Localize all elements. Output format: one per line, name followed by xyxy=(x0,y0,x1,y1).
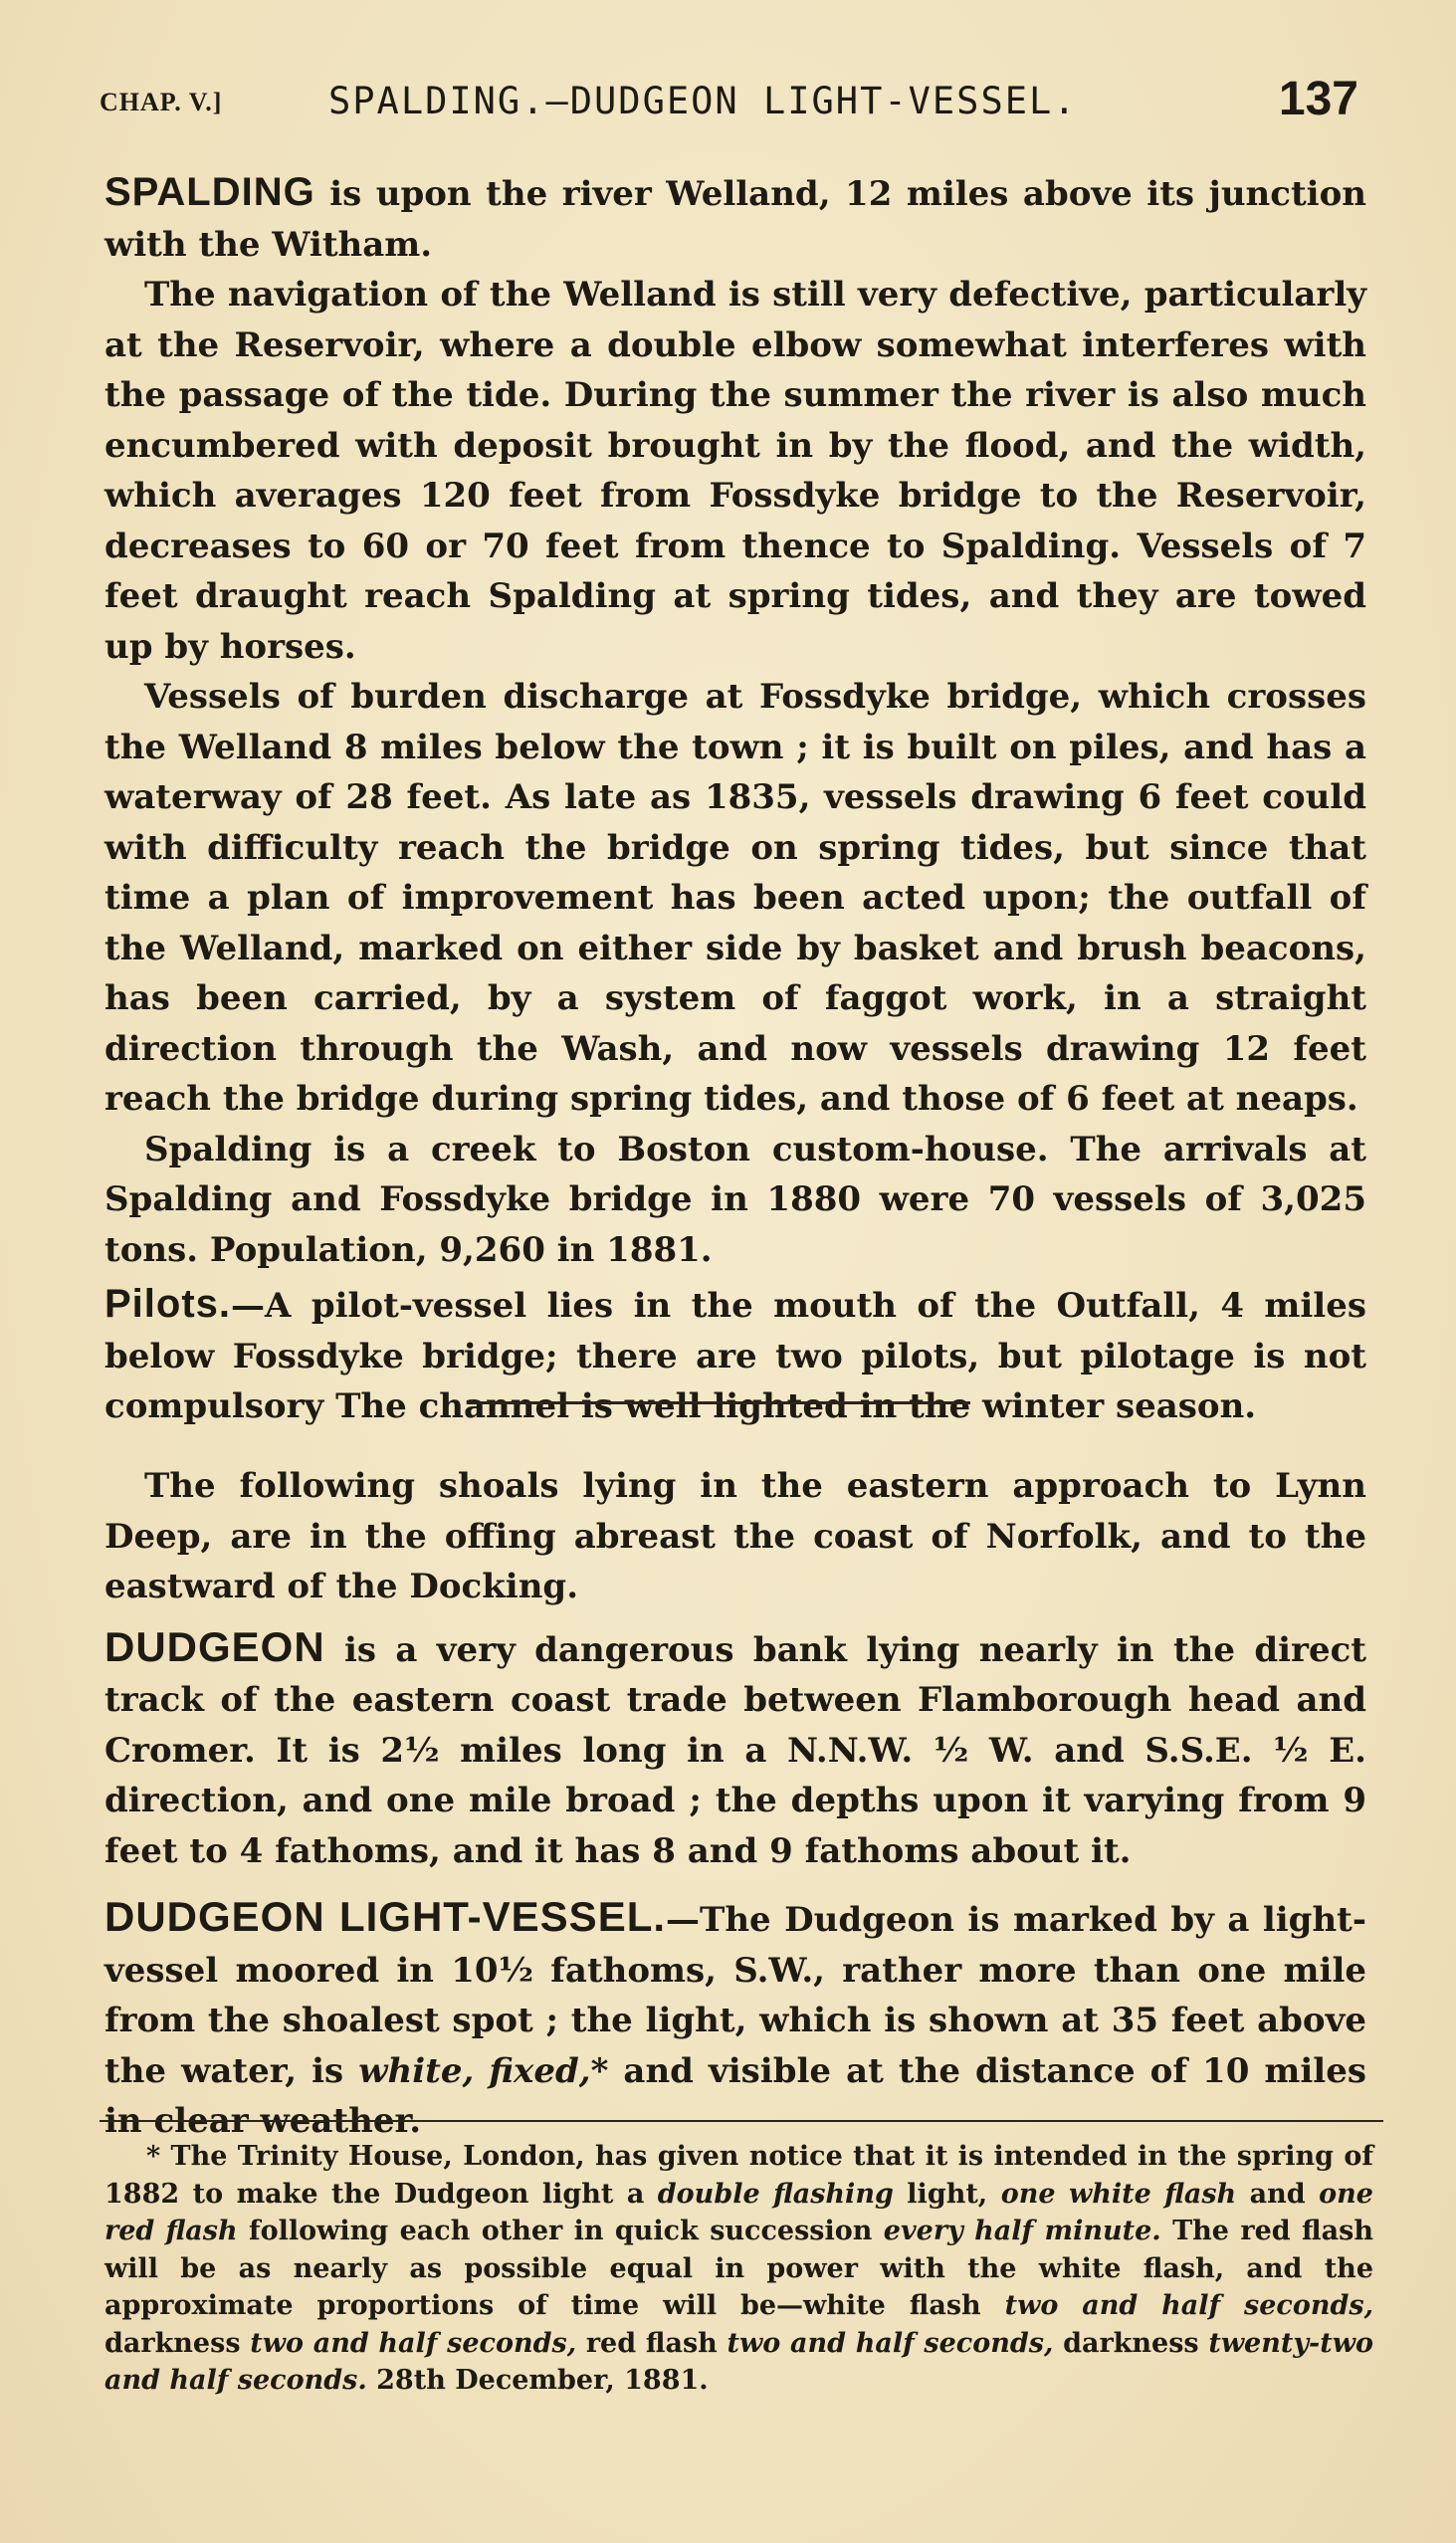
light-vessel-italic: white, fixed, xyxy=(358,2050,591,2091)
footnote-text-3: and xyxy=(1236,2178,1320,2210)
footnote-italic-6: two and half seconds, xyxy=(250,2327,577,2359)
section-divider xyxy=(468,1401,970,1404)
footnote-italic-2: one white flash xyxy=(1000,2178,1237,2210)
footnote-italic-3: one red flash xyxy=(104,2178,1373,2246)
footnote-text-7: red flash xyxy=(576,2327,728,2359)
footnote-italic-1: double flashing xyxy=(657,2178,894,2210)
footnote-text-4: following each other in quick succession xyxy=(237,2216,884,2246)
footnote-text-9: 28th December, 1881. xyxy=(366,2365,709,2396)
footnote-text-8: darkness xyxy=(1053,2327,1209,2359)
pilots-heading: Pilots. xyxy=(104,1282,232,1326)
page-number: 137 xyxy=(1278,73,1358,125)
pilots-paragraph xyxy=(104,1279,1366,1432)
spalding-navigation-paragraph: The navigation of the Welland is still very defective, particularly at the Reservoir, where a double elbow somewhat interferes with the passage of the tide. During the summer the river is also much encumbered with deposit brought in by the flood, and the width, which averages 120 feet from Fossdyke bridge to the Reservoir, decreases to 60 or 70 feet from thence to Spalding. Vessels of 7 feet draught reach Spalding at spring tides, and they are towed up by horses. xyxy=(104,275,1366,667)
footnote-italic-8: twenty-two and half seconds. xyxy=(104,2327,1373,2396)
spalding-intro-text: is upon the river Welland, 12 miles above its junction with the Witham. xyxy=(104,174,1366,265)
chapter-label: CHAP. V.] xyxy=(100,88,223,116)
footnote-paragraph xyxy=(104,2138,1373,2400)
light-vessel-heading: DUDGEON LIGHT-VESSEL. xyxy=(104,1893,667,1940)
running-header xyxy=(100,72,1358,131)
pilots-text: —A pilot-vessel lies in the mouth of the Outfall, 4 miles below Fossdyke bridge; there are two pilots, but pilotage is not compulsory The channel is well lighted in the winter season. xyxy=(104,1286,1366,1426)
dudgeon-text: is a very dangerous bank lying nearly in the direct track of the eastern coast trade between Flamborough head and Cromer. It is 2½ miles long in a N.N.W. ½ W. and S.S.E. ½ E. direction, and one mile broad ; the depths upon it varying from 9 feet to 4 fathoms, and it has 8 and 9 fathoms about it. xyxy=(104,1629,1366,1871)
footnote-rule xyxy=(100,2120,1383,2122)
footnote-italic-7: two and half seconds, xyxy=(727,2327,1054,2359)
spalding-custom-paragraph: Spalding is a creek to Boston custom-house. The arrivals at Spalding and Fossdyke bridge in 1880 were 70 vessels of 3,025 tons. Population, 9,260 in 1881. xyxy=(104,1129,1366,1270)
dudgeon-section xyxy=(104,1461,1366,2147)
footnote xyxy=(104,2138,1373,2400)
running-title: SPALDING.—DUDGEON LIGHT-VESSEL. xyxy=(328,80,1078,122)
spalding-burden-paragraph: Vessels of burden discharge at Fossdyke bridge, which crosses the Welland 8 miles below the town ; it is built on piles, and has a waterway of 28 feet. As late as 1835, vessels drawing 6 feet could with difficulty reach the bridge on spring tides, but since that time a plan of improvement has been acted upon; the outfall of the Welland, marked on either side by basket and brush beacons, has been carried, by a system of faggot work, in a straight direction through the Wash, and now vessels drawing 12 feet reach the bridge during spring tides, and those of 6 feet at neaps. xyxy=(104,677,1366,1119)
spalding-intro-paragraph xyxy=(104,167,1366,270)
dudgeon-heading: DUDGEON xyxy=(104,1622,325,1670)
spalding-section xyxy=(104,167,1366,1432)
footnote-text-2: light, xyxy=(893,2178,1001,2210)
footnote-italic-4: every half minute. xyxy=(883,2216,1161,2246)
shoals-intro-paragraph: The following shoals lying in the eastern approach to Lynn Deep, are in the offing abreast the coast of Norfolk, and to the eastward of the Docking. xyxy=(104,1466,1366,1606)
dudgeon-paragraph xyxy=(104,1622,1366,1877)
spalding-heading: SPALDING xyxy=(104,170,315,214)
light-vessel-text-a: —The Dudgeon is marked by a light-vessel moored in 10½ fathoms, S.W., rather more than one mile from the shoalest spot ; the light, which is shown at 35 feet above the water, is xyxy=(104,1900,1366,2091)
footnote-text-1: * The Trinity House, London, has given notice that it is intended in the spring of 1882 to make the Dudgeon light a xyxy=(104,2141,1373,2210)
footnote-text-6: darkness xyxy=(104,2327,251,2359)
light-vessel-paragraph xyxy=(104,1892,1366,2147)
light-vessel-text-b: * and visible at the distance of 10 miles in clear weather. xyxy=(104,2050,1366,2141)
footnote-text-5: The red flash will be as nearly as possible equal in power with the white flash, and the approximate proportions of time will be—white flash xyxy=(104,2216,1374,2321)
footnote-italic-5: two and half seconds, xyxy=(1004,2290,1373,2321)
